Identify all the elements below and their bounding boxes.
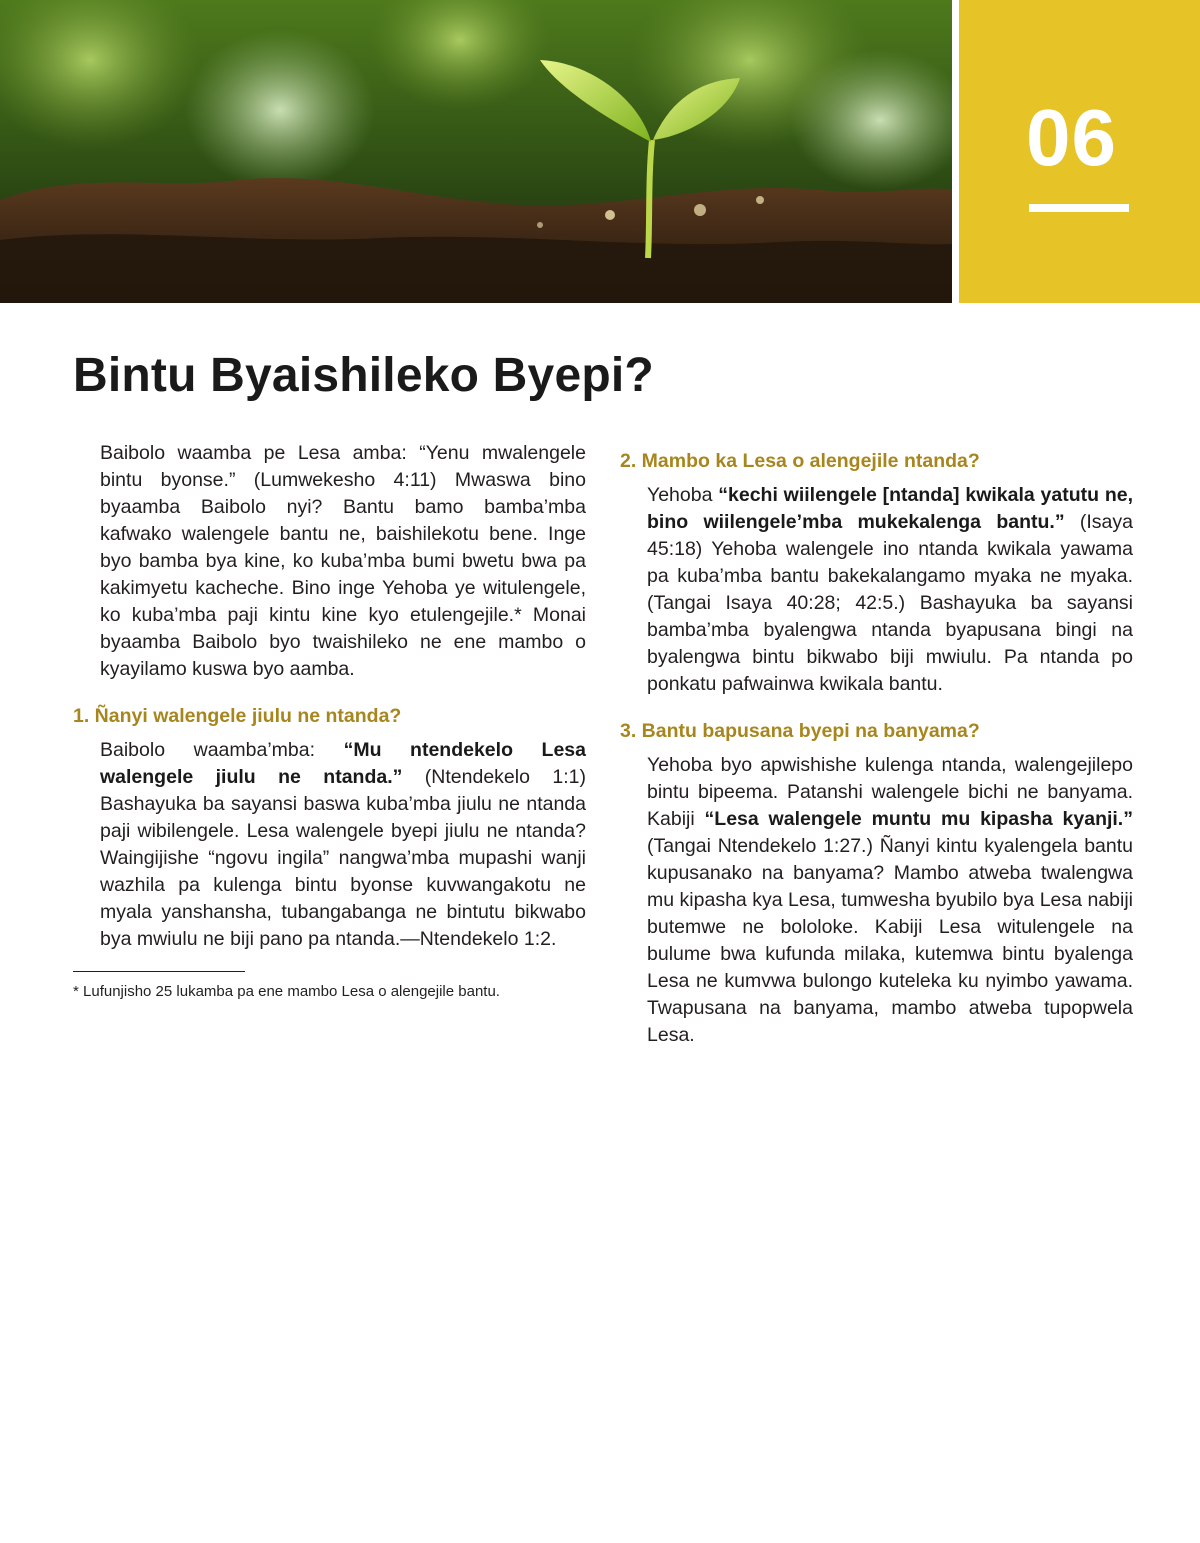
chapter-number: 06 bbox=[1026, 93, 1117, 182]
question-3-heading: 3. Bantu bapusana byepi na banyama? bbox=[620, 720, 980, 742]
right-column bbox=[620, 440, 1133, 1049]
page-title: Bintu Byaishileko Byepi? bbox=[73, 349, 654, 402]
question-3-quote: “Lesa walengele muntu mu kipasha kyanji.” bbox=[704, 808, 1133, 830]
footnote: * Lufunjisho 25 lukamba pa ene mambo Lesa o alengejile bantu. bbox=[73, 983, 500, 1000]
question-1-quote: “Mu ntendekelo Lesa walengele jiulu ne ntanda.” bbox=[100, 739, 586, 788]
question-3-answer: Yehoba byo apwishishe kulenga ntanda, walengejilepo bintu bipeema. Patanshi walengele bichi ne banyama. Kabiji “Lesa walengele muntu mu kipasha kyanji.” (Tangai Ntendekelo 1:27.) Ñanyi kintu kyalengela bantu kupusanako na banyama? Mambo atweba twalengwa mu kipasha kya Lesa, tumwesha byubilo bya Lesa nabiji butemwe ne bololoke. Kabiji Lesa witulengele na bulume bwa kufunda milaka, kutemwa bintu byalenga Lesa ne kumvwa bulongo kuteleka ku nyimbo yawama. Twapusana na banyama, mambo atweba tupopwela Lesa. bbox=[647, 754, 1133, 1046]
intro-paragraph: Baibolo waamba pe Lesa amba: “Yenu mwalengele bintu byonse.” (Lumwekesho 4:11) Mwaswa bino byaamba Baibolo nyi? Bantu bamo bamba’mba kafwako walengele bantu ne, baishilekotu bene. Inge byo bamba bya kine, ko kuba’mba bumi bwetu bwa pa kakimyetu kacheche. Bino inge Yehoba ye witulengele, ko kuba’mba paji kintu kine kyo etulengejile.* Monai byaamba Baibolo byo twaishileko ne ene mambo o kyayilamo kuswa byo aamba. bbox=[100, 442, 586, 680]
chapter-badge bbox=[959, 0, 1200, 303]
question-2-quote: “kechi wiilengele [ntanda] kwikala yatutu ne, bino wiilengele’mba mukekalenga bantu.” bbox=[647, 484, 1133, 533]
question-1-answer: Baibolo waamba’mba: “Mu ntendekelo Lesa walengele jiulu ne ntanda.” (Ntendekelo 1:1) Bashayuka ba sayansi baswa kuba’mba jiulu ne ntanda paji wibilengele. Lesa walengele byepi jiulu ne ntanda? Waingijishe “ngovu ingila” nangwa’mba mupashi wanji wazhila pa kulenga bintu byonse kuvwangakotu ne myala yanshansha, tubangabanga ne bintutu bikwabo bya mwiulu ne biji pano pa ntanda.—Ntendekelo 1:2. bbox=[100, 739, 586, 950]
question-2-answer: Yehoba “kechi wiilengele [ntanda] kwikala yatutu ne, bino wiilengele’mba mukekalenga bantu.” (Isaya 45:18) Yehoba walengele ino ntanda kwikala yawama pa kuba’mba bantu bakekalangamo myaka ne myaka. (Tangai Isaya 40:28; 42:5.) Bashayuka ba sayansi bamba’mba byalengwa ntanda byapusana bingi na byalengwa bintu bikwabo biji mwiulu. Pa ntanda po ponkatu pafwainwa kwikala bantu. bbox=[647, 484, 1133, 695]
question-2-heading: 2. Mambo ka Lesa o alengejile ntanda? bbox=[620, 450, 980, 472]
hero-image bbox=[0, 0, 952, 303]
question-1-heading: 1. Ñanyi walengele jiulu ne ntanda? bbox=[73, 705, 402, 727]
chapter-underline bbox=[1029, 204, 1129, 212]
left-column bbox=[73, 440, 586, 1002]
footnote-rule bbox=[73, 971, 245, 972]
